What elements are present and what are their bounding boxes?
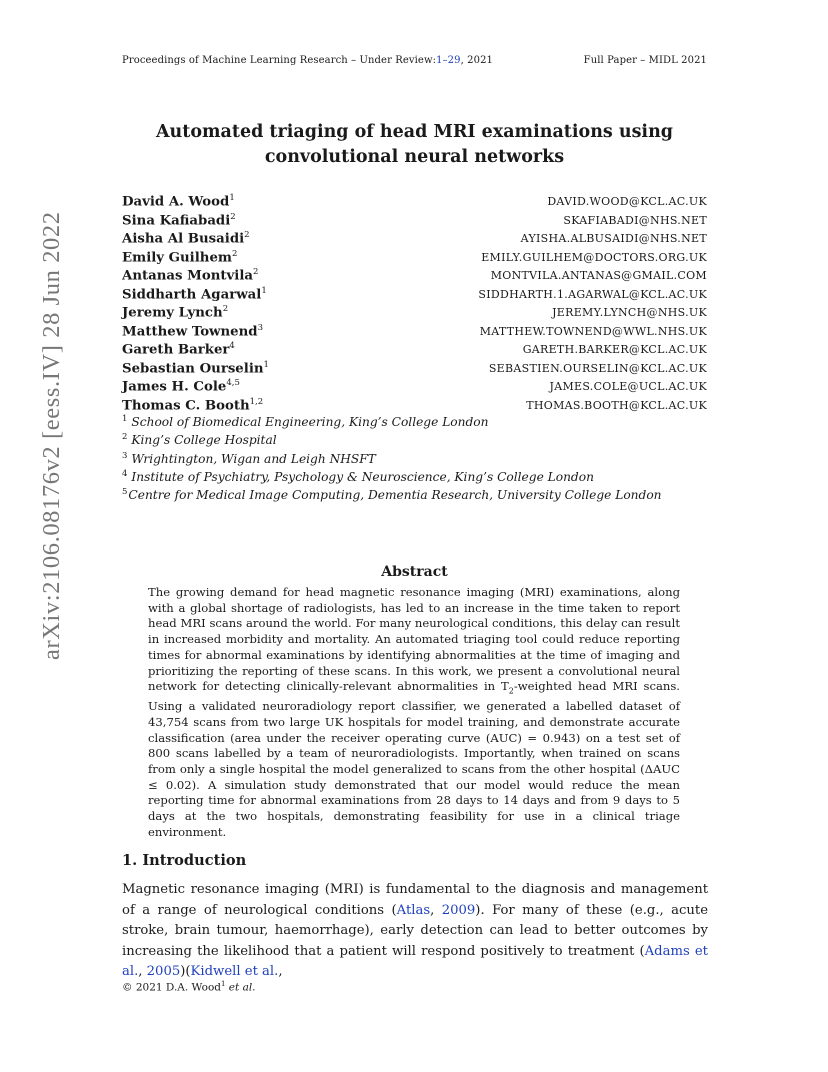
paper-title	[122, 120, 707, 170]
author-row	[122, 341, 707, 360]
abstract-body: The growing demand for head magnetic resonance imaging (MRI) examinations, along with a global shortage of radiologists, has led to an increase in the time taken to report head MRI scans around the world. For many neurological conditions, this delay can result in increased morbidity and mortality. An automated triaging tool could reduce reporting times for abnormal examinations by identifying abnormalities at the time of imaging and prioritizing the reporting of these scans. In this work, we present a convolutional neural network for detecting clinically-relevant abnormalities in $T_2$-weighted head MRI scans. Using a validated neuroradiology report classifier, we generated a labelled dataset of 43,754 scans from two large UK hospitals for model training, and demonstrate accurate classification (area under the receiver operating curve (AUC) = 0.943) on a test set of 800 scans labelled by a team of neuroradiologists. Importantly, when trained on scans from only a single hospital the model generalized to scans from the other hospital (ΔAUC ≤ 0.02). A simulation study demonstrated that our model would reduce the mean reporting time for abnormal examinations from 28 days to 14 days and from 9 days to 5 days at the two hospitals, demonstrating feasibility for use in a clinical triage environment.	[148, 585, 680, 839]
author-affiliation-mark: 4	[229, 341, 235, 351]
author-email[interactable]: DAVID.WOOD@KCL.AC.UK	[547, 195, 707, 209]
author-row	[122, 286, 707, 305]
affiliation-text: Centre for Medical Image Computing, Dementia Research, University College London	[128, 488, 662, 503]
author-affiliation-mark: 4,5	[226, 378, 240, 388]
author-row	[122, 397, 707, 416]
author-name: Sebastian Ourselin	[122, 360, 264, 376]
affiliation	[122, 432, 722, 450]
author-email[interactable]: JEREMY.LYNCH@NHS.UK	[552, 306, 707, 320]
author-affiliation-mark: 2	[222, 304, 229, 314]
page-range-link[interactable]: 1–29	[436, 55, 461, 66]
affiliation-mark: 1	[122, 414, 128, 424]
author-affiliation-mark: 1	[229, 193, 235, 203]
author-affiliation-mark: 2	[244, 230, 250, 240]
author-name: David A. Wood	[122, 194, 230, 210]
affiliation-mark: 3	[122, 450, 128, 461]
author-email[interactable]: EMILY.GUILHEM@DOCTORS.ORG.UK	[481, 250, 707, 264]
citation-year-link[interactable]: 2009	[441, 902, 476, 918]
author-name: Thomas C. Booth	[122, 397, 250, 413]
author-email[interactable]: SKAFIABADI@NHS.NET	[563, 213, 707, 227]
affiliation	[122, 414, 722, 432]
affiliation-text: King’s College Hospital	[131, 433, 277, 448]
author-row	[122, 304, 707, 323]
citation-link[interactable]: Adams et al.	[122, 943, 708, 979]
author-name: Aisha Al Busaidi	[122, 231, 245, 247]
author-row	[122, 249, 707, 268]
author-email[interactable]: MATTHEW.TOWNEND@WWL.NHS.UK	[479, 324, 707, 338]
citation-link[interactable]: Atlas	[396, 902, 431, 918]
affiliation-text: School of Biomedical Engineering, King’s College London	[131, 415, 489, 430]
citation-year-link[interactable]: 2005	[146, 964, 181, 979]
author-email[interactable]: AYISHA.ALBUSAIDI@NHS.NET	[520, 232, 707, 246]
author-name: Sina Kafiabadi	[122, 212, 231, 228]
affiliation-mark: 4	[122, 468, 128, 479]
affiliation	[122, 469, 722, 487]
title-line-1: Automated triaging of head MRI examinations using	[155, 122, 674, 142]
author-email[interactable]: MONTVILA.ANTANAS@GMAIL.COM	[490, 269, 707, 283]
author-affiliation-mark: 2	[232, 248, 238, 259]
introduction-paragraph: Magnetic resonance imaging (MRI) is fundamental to the diagnosis and management of a range of neurological conditions (Atlas, 2009). For many of these (e.g., acute stroke, brain tumour, haemorrhage), early detection can lead to better outcomes by increasing the likelihood that a patient will respond positively to treatment (Adams et al., 2005)(Kidwell et al.,	[122, 882, 708, 979]
author-row	[122, 230, 707, 249]
running-header-left: Proceedings of Machine Learning Research – Under Review:1–29, 2021	[122, 55, 494, 66]
author-name: Jeremy Lynch	[122, 305, 223, 321]
author-email[interactable]: SIDDHARTH.1.AGARWAL@KCL.AC.UK	[478, 287, 707, 301]
author-email[interactable]: THOMAS.BOOTH@KCL.AC.UK	[526, 398, 707, 412]
subscript-2: 2	[508, 686, 514, 696]
author-name: Emily Guilhem	[122, 249, 232, 265]
author-name: Matthew Townend	[122, 323, 258, 339]
author-name: Antanas Montvila	[122, 268, 253, 284]
affiliation-text: Institute of Psychiatry, Psychology & Neuroscience, King’s College London	[131, 469, 594, 484]
author-row	[122, 360, 707, 379]
author-affiliation-mark: 1	[263, 359, 269, 370]
author-email[interactable]: GARETH.BARKER@KCL.AC.UK	[522, 343, 707, 357]
author-row	[122, 212, 707, 231]
abstract-heading: Abstract	[381, 564, 448, 580]
author-email[interactable]: JAMES.COLE@UCL.AC.UK	[549, 380, 707, 394]
running-header-right: Full Paper – MIDL 2021	[583, 55, 707, 66]
author-list	[122, 193, 707, 415]
arxiv-stamp: arXiv:2106.08176v2 [eess.IV] 28 Jun 2022	[38, 211, 65, 660]
author-affiliation-mark: 2	[230, 211, 236, 222]
author-affiliation-mark: 3	[257, 322, 264, 333]
copyright-footer: © 2021 D.A. Wood$^1$ et al.	[122, 980, 256, 994]
citation-link[interactable]: Kidwell et al.	[190, 964, 279, 979]
author-name: Siddharth Agarwal	[122, 286, 262, 302]
affiliation-text: Wrightington, Wigan and Leigh NHSFT	[131, 451, 376, 466]
author-email[interactable]: SEBASTIEN.OURSELIN@KCL.AC.UK	[488, 361, 707, 375]
affiliation-list	[122, 414, 722, 505]
author-affiliation-mark: 1	[261, 285, 267, 296]
section-heading-introduction: 1. Introduction	[122, 852, 247, 869]
author-affiliation-mark: 2	[252, 267, 259, 277]
affiliation	[122, 451, 722, 469]
affiliation-mark: 5	[122, 487, 128, 498]
author-name: James H. Cole	[122, 379, 227, 395]
author-row	[122, 323, 707, 342]
author-name: Gareth Barker	[122, 342, 230, 358]
title-line-2: convolutional neural networks	[264, 147, 565, 167]
affiliation	[122, 487, 722, 505]
author-affiliation-mark: 1,2	[249, 396, 264, 407]
author-row	[122, 193, 707, 212]
affiliation-mark: 2	[122, 432, 128, 443]
author-row	[122, 378, 707, 397]
author-row	[122, 267, 707, 286]
